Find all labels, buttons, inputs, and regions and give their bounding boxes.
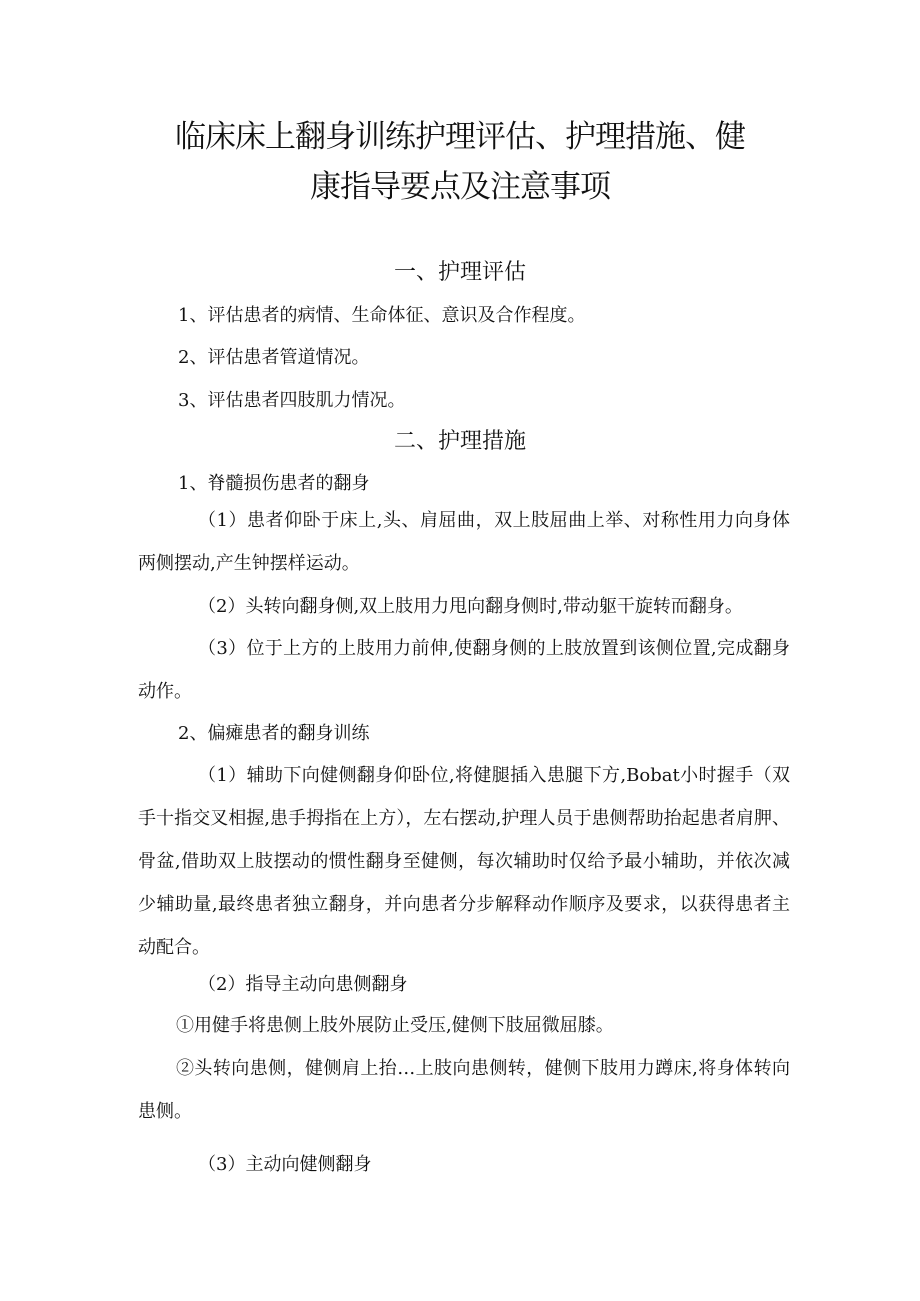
procedure-step: （2）头转向翻身侧,双上肢用力甩向翻身侧时,带动躯干旋转而翻身。 [198, 596, 743, 617]
procedure-step: （3）位于上方的上肢用力前伸,使翻身侧的上肢放置到该侧位置,完成翻身动作。 [138, 638, 790, 702]
procedure-step: （2）指导主动向患侧翻身 [198, 974, 408, 995]
assessment-item: 2、评估患者管道情况。 [178, 347, 370, 368]
section-heading-assessment: 一、护理评估 [393, 260, 526, 285]
assessment-item: 1、评估患者的病情、生命体征、意识及合作程度。 [178, 305, 586, 326]
section-heading-measures: 二、护理措施 [393, 429, 526, 454]
assessment-item: 3、评估患者四肢肌力情况。 [178, 390, 406, 411]
subsection-heading-hemiplegia: 2、偏瘫患者的翻身训练 [178, 723, 370, 744]
document-title-line-2: 康指导要点及注意事项 [310, 169, 610, 205]
procedure-step: （1）患者仰卧于床上,头、肩屈曲，双上肢屈曲上举、对称性用力向身体两侧摆动,产生钟摆样运动。 [138, 510, 790, 574]
procedure-substep: ①用健手将患侧上肢外展防止受压,健侧下肢屈微屈膝。 [176, 1015, 614, 1036]
procedure-step: （1）辅助下向健侧翻身仰卧位,将健腿插入患腿下方,Bobat小时握手（双手十指交叉相握,患手拇指在上方），左右摆动,护理人员于患侧帮助抬起患者肩胛、骨盆,借助双上肢摆动的惯性翻身至健侧，每次辅助时仅给予最小辅助，并依次减少辅助量,最终患者独立翻身，并向患者分步解释动作顺序及要求，以获得患者主动配合。 [138, 765, 790, 958]
subsection-heading-spinal-injury: 1、脊髓损伤患者的翻身 [178, 473, 370, 494]
procedure-substep: ②头转向患侧，健侧肩上抬…上肢向患侧转，健侧下肢用力蹲床,将身体转向患侧。 [138, 1058, 790, 1122]
document-title-line-1: 临床床上翻身训练护理评估、护理措施、健 [175, 119, 745, 155]
procedure-step: （3）主动向健侧翻身 [198, 1154, 372, 1175]
